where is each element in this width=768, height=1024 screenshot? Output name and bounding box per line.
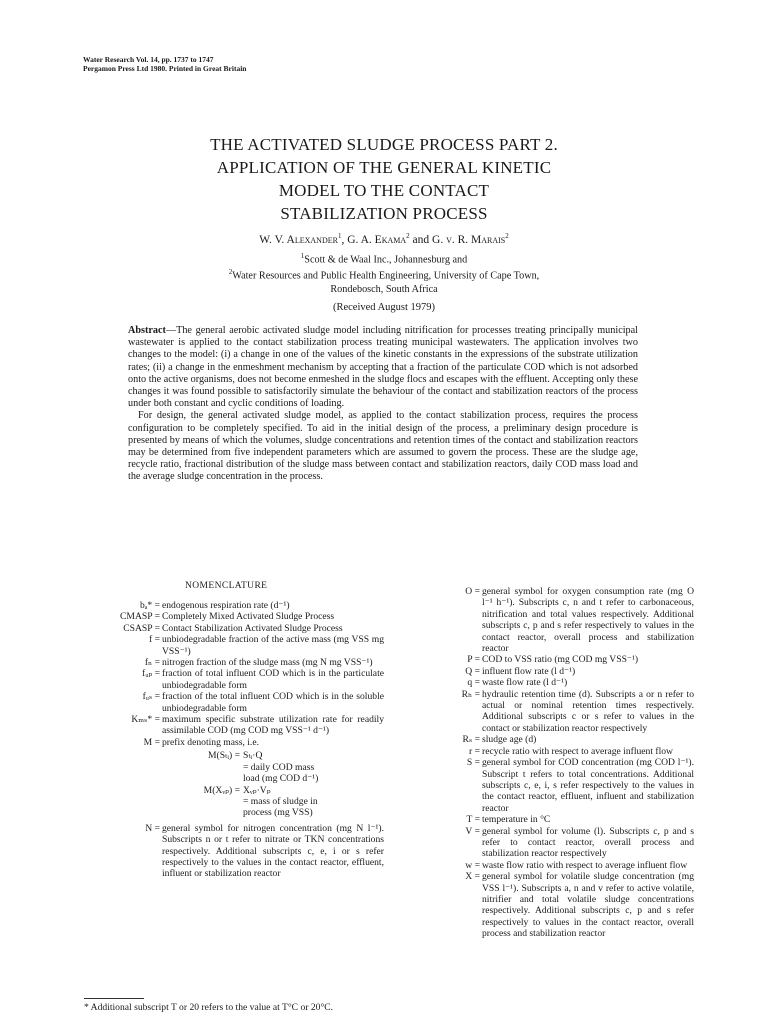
nomenclature-symbol: bₐ* =: [139, 600, 160, 611]
affiliation-mark: 1: [300, 252, 305, 260]
nomenclature-entry: [82, 691, 384, 714]
nomenclature-symbol: fᵤₚ =: [142, 668, 160, 680]
nomenclature-definition: general symbol for oxygen consumption rate (mg O l⁻¹ h⁻¹). Subscripts c, n and t refer to carbonaceous, nitrification and total values respectively. Additional subscripts c, p and s refer respectively to values in the contact reactor, overall process and stabilization reactor: [482, 586, 694, 655]
nomenclature-symbol: f =: [148, 634, 160, 646]
nomenclature-symbol: X =: [465, 871, 480, 883]
affiliation-line: [0, 266, 768, 282]
author-name: G. v. R. Marais: [432, 233, 506, 246]
nomenclature-symbol: q =: [467, 677, 480, 689]
nomenclature-entry: [410, 734, 694, 745]
mass-definition-value: = daily COD mass load (mg COD d⁻¹): [243, 761, 319, 785]
nomenclature-symbol: Rₛ =: [462, 734, 480, 746]
nomenclature-entry: [410, 586, 694, 654]
received-date: (Received August 1979): [332, 302, 436, 313]
mass-definition-row: [82, 785, 384, 796]
author-list: [0, 232, 768, 246]
nomenclature-entry: [410, 871, 694, 939]
nomenclature-definition: fraction of total influent COD which is in the particulate unbiodegradable form: [162, 668, 384, 691]
abstract-label: Abstract: [128, 325, 166, 336]
nomenclature-definition: temperature in °C: [482, 814, 551, 826]
paper-title: [0, 133, 768, 225]
nomenclature-symbol: Rₕ =: [461, 688, 480, 700]
nomenclature-definition: general symbol for nitrogen concentration (mg N l⁻¹). Subscripts n or t refer to nitrate or TKN concentrations respectively. Additional subscripts c, e, i or s refer respectively to the values in the contact reactor, effluent, influent or stabilization reactor: [162, 822, 384, 880]
nomenclature-definition: hydraulic retention time (d). Subscripts a or n refer to actual or nominal retention times respectively. Additional subscripts c or s refer to values in the contact or stabilization reactor respectively: [482, 688, 694, 734]
nomenclature-definition: general symbol for volatile sludge concentration (mg VSS l⁻¹). Subscripts a, n and v refer to active volatile, nitrifier and total volatile sludge concentrations respectively. Additional subscripts c, p and s refer respectively to values in the contact reactor, overall process and stabilization reactor: [482, 871, 694, 940]
nomenclature-definition: general symbol for COD concentration (mg COD l⁻¹). Subscript t refers to total concentrations. Additional subscripts c, e, i, s refer respectively to the values in the contact reactor, effluent, influent and stabilization reactor: [482, 757, 694, 814]
nomenclature-list: [82, 600, 384, 748]
nomenclature-definition: sludge age (d): [482, 734, 537, 746]
affiliation-line: Rondebosch, South Africa: [330, 283, 438, 295]
nomenclature-entry: [410, 757, 694, 814]
nomenclature-symbol: w =: [465, 859, 480, 871]
nomenclature-entry: [410, 746, 694, 757]
author-affiliation-mark: 2: [505, 232, 509, 240]
mass-definition-row: [82, 762, 384, 785]
nomenclature-symbol: V =: [465, 825, 480, 837]
author-separator: ,: [341, 233, 348, 246]
nomenclature-entry: [82, 611, 384, 622]
nomenclature-list: [410, 586, 694, 940]
nomenclature-symbol: CSASP =: [123, 622, 160, 634]
mass-definition-term: [82, 796, 243, 819]
nomenclature-definition: maximum specific substrate utilization rate for readily assimilable COD (mg COD mg VSS⁻¹ d⁻¹): [162, 714, 384, 737]
nomenclature-entry: [410, 654, 694, 665]
nomenclature-symbol: r =: [468, 745, 480, 757]
nomenclature-entry: [82, 634, 384, 657]
nomenclature-entry: [82, 737, 384, 748]
affiliations: [0, 250, 768, 296]
nomenclature-entry: [410, 689, 694, 735]
nomenclature-symbol: CMASP =: [120, 611, 160, 623]
nomenclature-entry: [82, 600, 384, 611]
nomenclature-definition: endogenous respiration rate (d⁻¹): [162, 600, 290, 611]
author-separator: and: [409, 233, 433, 246]
footnote-rule: [84, 998, 144, 999]
nomenclature-symbol: N =: [145, 822, 160, 834]
mass-definition-value: = mass of sludge in process (mg VSS): [243, 795, 318, 819]
affiliation-line: [0, 250, 768, 266]
affiliation-text: Scott & de Waal Inc., Johannesburg and: [304, 254, 468, 266]
nomenclature-definition: fraction of the total influent COD which is in the soluble unbiodegradable form: [162, 691, 384, 714]
nomenclature-symbol: S =: [466, 757, 480, 769]
nomenclature-entry: [82, 823, 384, 880]
nomenclature-entry: [82, 714, 384, 737]
journal-line-2: Pergamon Press Ltd 1980. Printed in Great Britain: [83, 64, 247, 73]
journal-line-1: Water Research Vol. 14, pp. 1737 to 1747: [83, 55, 214, 64]
mass-definition-row: [82, 796, 384, 819]
mass-definition-term: [82, 762, 243, 785]
nomenclature-definition: unbiodegradable fraction of the active mass (mg VSS mg VSS⁻¹): [162, 634, 384, 657]
footnote: * Additional subscript T or 20 refers to the value at T°C or 20°C.: [84, 1002, 334, 1013]
nomenclature-symbol: M =: [143, 736, 160, 748]
mass-definitions: [82, 750, 384, 818]
author-affiliation-mark: 2: [406, 232, 410, 240]
mass-definition-value: Sₜᵢ·Q: [243, 750, 263, 762]
nomenclature-entry: [82, 668, 384, 691]
nomenclature-definition: prefix denoting mass, i.e.: [162, 736, 259, 748]
journal-citation: [83, 55, 246, 73]
nomenclature-symbol: O =: [465, 586, 480, 597]
nomenclature-symbol: T =: [466, 814, 480, 826]
author-affiliation-mark: 1: [337, 232, 342, 240]
nomenclature-list: [82, 823, 384, 880]
nomenclature-symbol: P =: [467, 654, 480, 666]
mass-definition-term: M(Sₜᵢ) =: [208, 750, 240, 762]
nomenclature-symbol: fₙ =: [144, 657, 160, 669]
nomenclature-definition: nitrogen fraction of the sludge mass (mg N mg VSS⁻¹): [162, 657, 373, 669]
nomenclature-right-column: [410, 586, 694, 940]
nomenclature-entry: [410, 860, 694, 871]
nomenclature-entry: [410, 666, 694, 677]
author-name: G. A. Ekama: [347, 233, 407, 246]
nomenclature-definition: recycle ratio with respect to average influent flow: [482, 745, 673, 757]
title-line: APPLICATION OF THE GENERAL KINETIC: [216, 158, 552, 177]
nomenclature-entry: [410, 814, 694, 825]
title-line: MODEL TO THE CONTACT: [278, 181, 490, 200]
nomenclature-heading: NOMENCLATURE: [185, 581, 268, 591]
author-name: W. V. Alexander: [259, 233, 338, 246]
title-line: THE ACTIVATED SLUDGE PROCESS PART 2.: [210, 135, 558, 154]
nomenclature-definition: COD to VSS ratio (mg COD mg VSS⁻¹): [482, 654, 639, 666]
abstract: [128, 325, 638, 484]
abstract-text: —The general aerobic activated sludge model including nitrification for processes treating principally municipal wastewater is applied to the contact stabilization process treating municipal wastewaters. The application involves two changes to the model: (i) a change in one of the values of the kinetic constants in the expressions of the substrate utilization rates; (ii) a change in the enmeshment mechanism by accepting that a fraction of the particulate COD which is not adsorbed onto the active organisms, does not become enmeshed in the sludge flocs and escapes with the effluent. Accepting only these changes it was found possible to satisfactorily simulate the behaviour of the contact and stabilization reactors of the process under both constant and cyclic conditions of loading.: [128, 325, 638, 410]
nomenclature-left-column: [82, 600, 384, 880]
nomenclature-symbol: fᵤₛ =: [142, 691, 160, 703]
nomenclature-definition: Completely Mixed Activated Sludge Process: [162, 611, 335, 623]
affiliation-text: Water Resources and Public Health Engineering, University of Cape Town,: [232, 270, 540, 282]
nomenclature-symbol: Q =: [465, 665, 480, 677]
affiliation-mark: 2: [228, 268, 233, 277]
nomenclature-definition: Contact Stabilization Activated Sludge Process: [162, 622, 343, 634]
nomenclature-definition: general symbol for volume (l). Subscripts c, p and s refer to contact reactor, overall process and stabilization reactor respectively: [482, 825, 694, 860]
abstract-paragraph: [128, 325, 638, 410]
title-line: STABILIZATION PROCESS: [280, 204, 488, 223]
nomenclature-definition: waste flow ratio with respect to average influent flow: [482, 859, 688, 871]
abstract-paragraph: For design, the general activated sludge model, as applied to the contact stabilization process, requires the process configuration to be completely specified. To aid in the initial design of the process, a preliminary design procedure is presented by means of which the volumes, sludge concentrations and retention times of the contact and stabilization reactors may be determined from five independent parameters which are assumed to govern the process. These are the sludge age, recycle ratio, fractional distribution of the sludge mass between contact and stabilization reactors, daily COD mass load and the average sludge concentration in the process.: [128, 410, 638, 483]
mass-definition-row: [82, 750, 384, 761]
mass-definition-value: Xᵥₚ·Vₚ: [243, 784, 271, 796]
nomenclature-symbol: Kₘₛ* =: [131, 714, 160, 726]
nomenclature-definition: waste flow rate (l d⁻¹): [482, 677, 568, 689]
nomenclature-definition: influent flow rate (l d⁻¹): [482, 665, 576, 677]
nomenclature-entry: [410, 826, 694, 860]
nomenclature-entry: [82, 623, 384, 634]
nomenclature-entry: [410, 677, 694, 688]
nomenclature-entry: [82, 657, 384, 668]
mass-definition-term: M(Xᵥₚ) =: [203, 784, 240, 796]
